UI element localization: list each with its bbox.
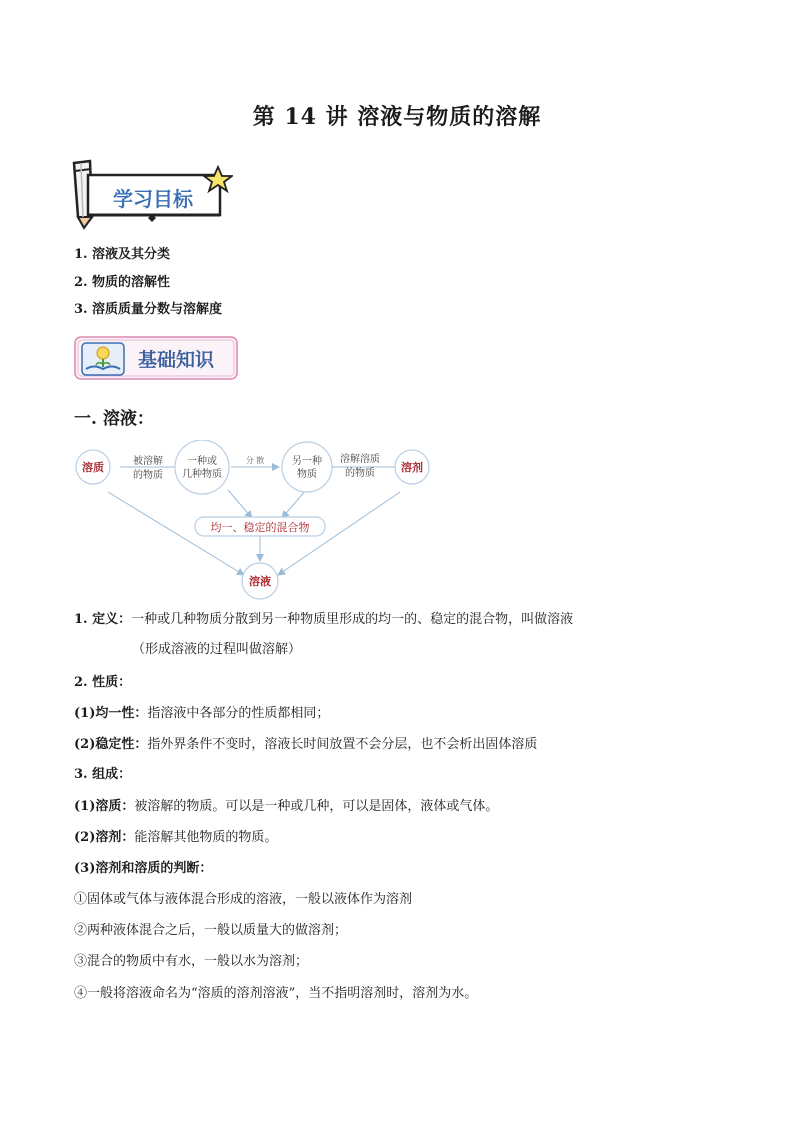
composition-judgement-heading: (3)溶剂和溶质的判断： xyxy=(74,861,213,876)
dissolving-line-2: 的物质 xyxy=(345,468,375,479)
solution-label: 溶液 xyxy=(249,575,271,588)
composition-heading: 3. 组成： xyxy=(74,767,132,782)
knowledge-banner xyxy=(72,333,242,385)
page-title: 第 14 讲 溶液与物质的溶解 xyxy=(252,104,542,130)
section-heading-solution: 一. 溶液： xyxy=(74,409,154,429)
solvent-label: 溶剂 xyxy=(401,461,423,474)
properties-heading: 2. 性质： xyxy=(74,675,132,690)
solution-diagram xyxy=(74,440,434,600)
dissolved-line-2: 的物质 xyxy=(133,470,163,481)
goal-item-1: 1. 溶液及其分类 xyxy=(74,247,171,262)
substances-node xyxy=(175,440,229,494)
rule-item-2: ②两种液体混合之后，一般以质量大的做溶剂； xyxy=(74,923,348,938)
another-line-1: 另一种 xyxy=(292,456,322,467)
solute-label: 溶质 xyxy=(82,461,104,474)
property-stability: (2)稳定性：指外界条件不变时，溶液长时间放置不会分层，也不会析出固体溶质 xyxy=(74,737,538,752)
dissolving-line-1: 溶解溶质 xyxy=(340,454,380,465)
another-substance-node xyxy=(282,442,332,492)
another-line-2: 物质 xyxy=(297,469,317,480)
property-uniformity: (1)均一性：指溶液中各部分的性质都相同； xyxy=(74,706,330,721)
substances-line-1: 一种或 xyxy=(187,456,217,467)
definition-note: （形成溶液的过程叫做溶解） xyxy=(132,642,302,657)
book-lightbulb-icon xyxy=(82,343,124,375)
substances-line-2: 几种物质 xyxy=(182,469,222,480)
goals-banner xyxy=(68,155,233,230)
goal-item-3: 3. 溶质质量分数与溶解度 xyxy=(74,302,223,317)
dissolved-line-1: 被溶解 xyxy=(133,456,163,467)
composition-solute: (1)溶质：被溶解的物质。可以是一种或几种，可以是固体，液体或气体。 xyxy=(74,799,499,814)
rule-item-4: ④一般将溶液命名为“溶质的溶剂溶液”，当不指明溶剂时，溶剂为水。 xyxy=(74,986,478,1001)
composition-solvent: (2)溶剂：能溶解其他物质的物质。 xyxy=(74,830,278,845)
goal-item-2: 2. 物质的溶解性 xyxy=(74,275,171,290)
mixture-label: 均一、稳定的混合物 xyxy=(210,521,310,534)
definition-line: 1. 定义：一种或几种物质分散到另一种物质里形成的均一的、稳定的混合物，叫做溶液 xyxy=(74,612,574,627)
arrow-another-to-mixture xyxy=(282,490,306,518)
disperse-label: 分 散 xyxy=(245,456,265,465)
goals-banner-label: 学习目标 xyxy=(113,187,193,211)
rule-item-1: ①固体或气体与液体混合形成的溶液，一般以液体作为溶剂 xyxy=(74,892,413,907)
arrow-substances-to-mixture xyxy=(228,490,252,518)
rule-item-3: ③混合的物质中有水，一般以水为溶剂； xyxy=(74,954,309,969)
knowledge-banner-label: 基础知识 xyxy=(137,349,215,371)
